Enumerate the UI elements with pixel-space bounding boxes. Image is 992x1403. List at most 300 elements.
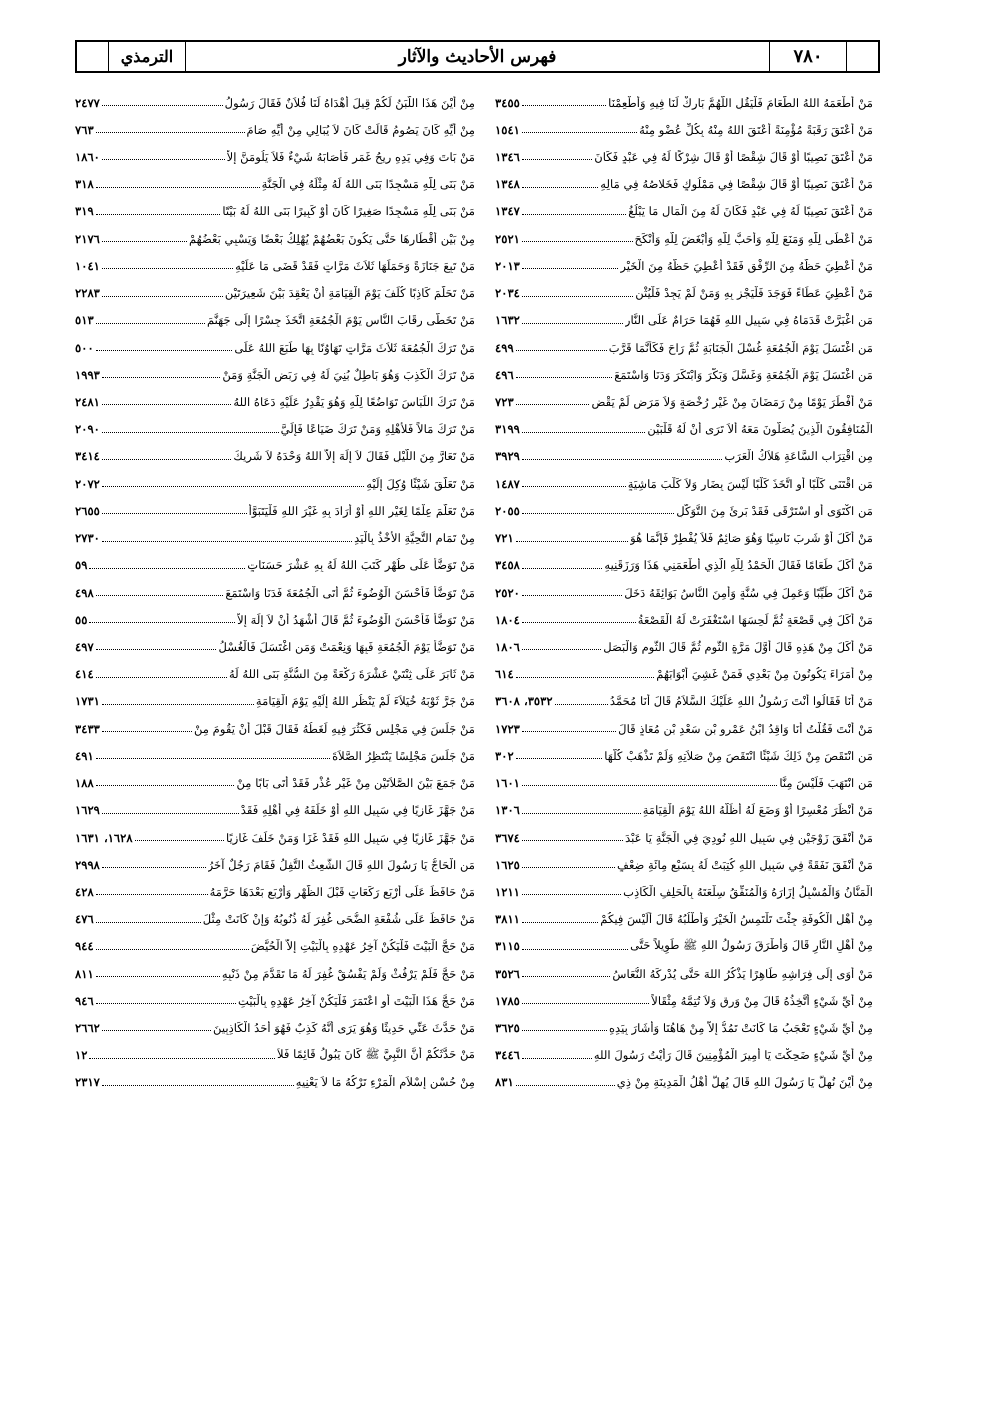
entry-text: مَنْ تَرَكَ مَالاً فَلأَهْلِهِ وَمَنْ تَرَكَ ضَيَاعًا فَإِلَيَّ — [280, 422, 475, 437]
dot-leader — [102, 535, 352, 542]
dot-leader — [522, 834, 623, 841]
entry-reference-number: ١٩٩٣ — [75, 367, 100, 382]
entry-text: مَنْ حَجَّ هَذَا الْبَيْتَ أَوِ اعْتَمَرَ فَلْيَكُنْ آخِرُ عَهْدِهِ بِالْبَيْتِ — [238, 993, 475, 1008]
entry-text: مَنْ أَكَلَ طَيِّبًا وَعَمِلَ فِي سُنَّةٍ وَأَمِنَ النَّاسُ بَوَائِقَهُ دَخَلَ — [624, 585, 873, 600]
entry-text: مَنْ حَدَّثَ عَنِّي حَدِيثًا وَهُوَ يَرَى أَنَّهُ كَذِبٌ فَهُوَ أَحَدُ الْكَاذِبِينَ — [213, 1021, 475, 1036]
entry-text: مَنْ تَحَلَّمَ كَاذِبًا كُلِّفَ يَوْمَ الْقِيَامَةِ أَنْ يَعْقِدَ بَيْنَ شَعِيرَتَيْنِ — [224, 286, 475, 301]
dot-leader — [102, 426, 279, 433]
dot-leader — [516, 344, 607, 351]
entry-text: مِنْ أَيْنَ نُهِلُّ يَا رَسُولَ اللهِ قَالَ يُهِلُّ أَهْلُ الْمَدِينَةِ مِنْ ذِي — [616, 1075, 873, 1090]
index-entry — [495, 143, 873, 170]
index-entry — [495, 1069, 873, 1096]
index-entry — [75, 525, 475, 552]
index-entry — [495, 307, 873, 334]
dot-leader — [96, 752, 330, 759]
dot-leader — [516, 535, 628, 542]
dot-leader — [516, 752, 603, 759]
index-entry — [495, 606, 873, 633]
dot-leader — [102, 235, 187, 242]
entry-text: مَنِ اكْتَوَى أَوِ اسْتَرْقَى فَقَدْ بَرِئَ مِنَ التَّوَكُّلِ — [676, 503, 873, 518]
entry-reference-number: ١٣٤٨ — [495, 177, 520, 192]
entry-text: مَنِ اغْبَرَّتْ قَدَمَاهُ فِي سَبِيلِ اللهِ فَهُمَا حَرَامٌ عَلَى النَّارِ — [624, 313, 873, 328]
entry-reference-number: ٣٥٣٢، ٣٦٠٨ — [495, 694, 553, 709]
dot-leader — [102, 290, 223, 297]
index-entry — [495, 225, 873, 252]
index-entry — [75, 225, 475, 252]
entry-reference-number: ١٨٠٦ — [495, 639, 520, 654]
index-entry — [75, 1014, 475, 1041]
dot-leader — [96, 208, 221, 215]
header-title: فهرس الأحاديث والآثار — [186, 42, 770, 71]
dot-leader — [102, 725, 192, 732]
entry-reference-number: ٢٦٦٢ — [75, 1021, 100, 1036]
dot-leader — [102, 399, 231, 406]
dot-leader — [96, 916, 201, 923]
entry-text: مَنِ انْتَهَبَ فَلَيْسَ مِنَّا — [779, 776, 873, 791]
entry-text: مَنْ جَهَّزَ غَازِيًا فِي سَبِيلِ اللهِ فَقَدْ غَزَا وَمَنْ خَلَفَ غَازِيًا — [225, 830, 475, 845]
entry-text: مَنْ حَافَظَ عَلَى شُفْعَةِ الضُّحَى غُفِرَ لَهُ ذُنُوبُهُ وَإِنْ كَانَتْ مِثْلَ — [202, 912, 475, 927]
entry-reference-number: ٩٤٦ — [75, 993, 94, 1008]
index-entry — [75, 143, 475, 170]
entry-text: مَنْ تَرَكَ اللِّبَاسَ تَوَاضُعًا لِلَّهِ وَهُوَ يَقْدِرُ عَلَيْهِ دَعَاهُ اللهُ — [233, 395, 475, 410]
entry-reference-number: ٤١٤ — [75, 667, 94, 682]
index-entry — [495, 933, 873, 960]
dot-leader — [102, 371, 220, 378]
entry-text: مَنْ أُعْطِيَ حَظَّهُ مِنَ الرِّفْقِ فَقَدْ أُعْطِيَ حَظَّهُ مِنَ الْخَيْرِ — [620, 258, 873, 273]
entry-reference-number: ١٦٠١ — [495, 776, 520, 791]
index-entry — [495, 361, 873, 388]
index-entry — [495, 878, 873, 905]
entry-text: مِنْ أُمَرَاءَ يَكُونُونَ مِنْ بَعْدِي فَمَنْ غَشِيَ أَبْوَابَهُمْ — [656, 667, 873, 682]
dot-leader — [522, 480, 626, 487]
entry-text: مَنْ بَنَى لِلَّهِ مَسْجِدًا بَنَى اللهُ لَهُ مِثْلَهُ فِي الْجَنَّةِ — [261, 177, 475, 192]
entry-text: مِنْ بَيْنِ أَقْطَارِهَا حَتَّى يَكُونَ بَعْضُهُمْ يُهْلِكُ بَعْضًا وَيَسْبِي بَعْضُهُمْ — [188, 231, 475, 246]
dot-leader — [89, 1052, 275, 1059]
index-entry — [75, 252, 475, 279]
index-entry — [495, 797, 873, 824]
entry-reference-number: ١٦٣٢ — [495, 313, 520, 328]
index-entry — [75, 334, 475, 361]
left-column — [75, 89, 475, 1096]
dot-leader — [522, 453, 722, 460]
dot-leader — [102, 507, 247, 514]
dot-leader — [96, 126, 245, 133]
entry-reference-number: ٢٩٩٨ — [75, 857, 100, 872]
index-entry — [495, 633, 873, 660]
entry-reference-number: ٥٥ — [75, 612, 88, 627]
entry-reference-number: ٢٤٨١ — [75, 395, 100, 410]
entry-reference-number: ١٧٣١ — [75, 694, 100, 709]
dot-leader — [516, 371, 613, 378]
entry-reference-number: ٥٠٠ — [75, 340, 94, 355]
index-entry — [75, 1069, 475, 1096]
entry-text: مَنْ حَافَظَ عَلَى أَرْبَعِ رَكَعَاتٍ قَبْلَ الظُّهْرِ وَأَرْبَعٍ بَعْدَهَا حَرَّمَهُ — [209, 884, 475, 899]
index-entry — [75, 552, 475, 579]
entry-text: مَنِ انْتَقَصَ مِنْ ذَلِكَ شَيْئًا انْتَقَصَ مِنْ صَلاَتِهِ وَلَمْ تَذْهَبْ كُلُّهَا — [604, 748, 873, 763]
entry-text: مَنْ ثَابَرَ عَلَى ثِنْتَيْ عَشْرَةَ رَكْعَةً مِنَ السُّنَّةِ بَنَى اللهُ لَهُ — [228, 667, 475, 682]
entry-text: مَنْ أُعْطِيَ عَطَاءً فَوَجَدَ فَلْيَجْزِ بِهِ وَمَنْ لَمْ يَجِدْ فَلْيُثْنِ — [635, 286, 873, 301]
index-entry — [495, 742, 873, 769]
entry-reference-number: ١٤٨٧ — [495, 476, 520, 491]
dot-leader — [522, 1052, 592, 1059]
entry-reference-number: ١٨٨ — [75, 776, 94, 791]
entry-reference-number: ٨١١ — [75, 966, 94, 981]
index-entry — [75, 497, 475, 524]
index-entry — [75, 715, 475, 742]
entry-text: مَنْ أَعْطَى لِلَّهِ وَمَنَعَ لِلَّهِ وَأَحَبَّ لِلَّهِ وَأَبْغَضَ لِلَّهِ وَأَنْكَحَ — [634, 231, 873, 246]
entry-reference-number: ٣٤٥٥ — [495, 95, 520, 110]
entry-reference-number: ٢٠١٣ — [495, 258, 520, 273]
entry-text: مَنْ تَعَلَّقَ شَيْئًا وُكِلَ إِلَيْهِ — [366, 476, 475, 491]
index-entry — [495, 470, 873, 497]
index-entry — [75, 824, 475, 851]
entry-reference-number: ١٠٤١ — [75, 258, 100, 273]
index-entry — [495, 824, 873, 851]
dot-leader — [96, 780, 235, 787]
entry-reference-number: ٢٠٩٠ — [75, 422, 100, 437]
entry-text: مَنْ أَكَلَ طَعَامًا فَقَالَ الْحَمْدُ لِلَّهِ الَّذِي أَطْعَمَنِي هَذَا وَرَزَقَنِيهِ — [604, 558, 873, 573]
dot-leader — [522, 943, 628, 950]
entry-reference-number: ٢٥٢١ — [495, 231, 520, 246]
page-number: ٧٨٠ — [770, 42, 847, 71]
entry-reference-number: ١٧٢٣ — [495, 721, 520, 736]
dot-leader — [522, 507, 674, 514]
entry-text: مَنْ أَنْفَقَ نَفَقَةً فِي سَبِيلِ اللهِ كُتِبَتْ لَهُ بِسَبْعِ مِائَةِ ضِعْفٍ — [616, 857, 873, 872]
entry-reference-number: ٣٤٥٨ — [495, 558, 520, 573]
entry-reference-number: ٢٥٢٠ — [495, 585, 520, 600]
dot-leader — [522, 317, 623, 324]
entry-reference-number: ٢٠٧٢ — [75, 476, 100, 491]
entry-text: مَنْ تَوَضَّأَ فَأَحْسَنَ الْوُضُوءَ ثُمَّ أَتَى الْجُمُعَةَ فَدَنَا وَاسْتَمَعَ — [225, 585, 475, 600]
index-entry — [495, 497, 873, 524]
entry-text: مَنْ تَعَارَّ مِنَ اللَّيْلِ فَقَالَ لاَ إِلَهَ إِلاَّ اللهُ وَحْدَهُ لاَ شَرِيكَ — [233, 449, 475, 464]
dot-leader — [102, 698, 254, 705]
entry-text: مَنْ بَاتَ وَفِي يَدِهِ رِيحُ غَمَرٍ فَأَصَابَهُ شَيْءٌ فَلاَ يَلُومَنَّ إِلاَّ — [226, 150, 475, 165]
dot-leader — [522, 861, 615, 868]
entry-text: مَنْ أَنَا فَقَالُوا أَنْتَ رَسُولُ اللهِ عَلَيْكَ السَّلاَمُ قَالَ أَنَا مُحَمَّدُ — [609, 694, 873, 709]
index-entry — [75, 688, 475, 715]
entry-reference-number: ٤٩٩ — [495, 340, 514, 355]
index-entry — [75, 388, 475, 415]
dot-leader — [102, 154, 225, 161]
index-entry — [495, 1042, 873, 1069]
dot-leader — [555, 698, 608, 705]
entry-reference-number: ١٦٢٥ — [495, 857, 520, 872]
index-entry — [495, 579, 873, 606]
dot-leader — [102, 99, 223, 106]
entry-reference-number: ٤٩٦ — [495, 367, 514, 382]
entry-text: مَنْ أَكَلَ أَوْ شَرِبَ نَاسِيًا وَهُوَ صَائِمٌ فَلاَ يُفْطِرْ فَإِنَّمَا هُوَ — [630, 531, 873, 546]
entry-text: مَنْ تَوَضَّأَ يَوْمَ الْجُمُعَةِ فَبِهَا وَنِعْمَتْ وَمَنِ اغْتَسَلَ فَالْغُسْلُ — [218, 639, 475, 654]
entry-text: مَنْ أَعْتَقَ نَصِيبًا أَوْ قَالَ شِقْصًا فِي مَمْلُوكٍ فَخَلاصُهُ فِي مَالِهِ — [600, 177, 873, 192]
entry-reference-number: ٣٤٣٣ — [75, 721, 100, 736]
entry-reference-number: ٣٩٢٩ — [495, 449, 520, 464]
dot-leader — [522, 916, 598, 923]
dot-leader — [96, 889, 208, 896]
dot-leader — [96, 344, 233, 351]
index-entry — [75, 116, 475, 143]
entry-reference-number: ٥٩ — [75, 558, 88, 573]
entry-reference-number: ٢٢٨٣ — [75, 286, 100, 301]
entry-text: مَنْ تَخَطَّى رِقَابَ النَّاسِ يَوْمَ الْجُمُعَةِ اتَّخَذَ جِسْرًا إِلَى جَهَنَّمَ — [206, 313, 475, 328]
dot-leader — [102, 807, 239, 814]
dot-leader — [516, 1079, 615, 1086]
entry-reference-number: ٤٧٦ — [75, 912, 94, 927]
index-entry — [495, 116, 873, 143]
dot-leader — [102, 263, 233, 270]
dot-leader — [522, 1025, 607, 1032]
dot-leader — [89, 616, 235, 623]
entry-reference-number: ٣٦٧٤ — [495, 830, 520, 845]
entry-text: مَنْ أَكَلَ فِي قَصْعَةٍ ثُمَّ لَحِسَهَا اسْتَغْفَرَتْ لَهُ الْقَصْعَةُ — [637, 612, 873, 627]
dot-leader — [522, 644, 601, 651]
dot-leader — [522, 99, 606, 106]
dot-leader — [102, 1025, 211, 1032]
index-entry — [495, 416, 873, 443]
dot-leader — [522, 616, 636, 623]
entry-text: مَنْ أَنْظَرَ مُعْسِرًا أَوْ وَضَعَ لَهُ أَظَلَّهُ اللهُ يَوْمَ الْقِيَامَةِ — [642, 803, 873, 818]
index-entry — [75, 878, 475, 905]
index-entry — [75, 1042, 475, 1069]
entry-text: مَنِ اقْتَنَى كَلْبًا أَوِ اتَّخَذَ كَلْبًا لَيْسَ بِضَارٍ وَلاَ كَلْبَ مَاشِيَةٍ — [627, 476, 873, 491]
entry-reference-number: ٢٧٣٠ — [75, 531, 100, 546]
index-entry — [495, 252, 873, 279]
entry-text: مِنْ أَهْلِ النَّارِ قَالَ وَأَطْرَقَ رَسُولُ اللهِ ﷺ طَوِيلاً حَتَّى — [630, 937, 873, 952]
index-entry — [75, 906, 475, 933]
dot-leader — [102, 1079, 294, 1086]
dot-leader — [96, 317, 205, 324]
dot-leader — [96, 671, 227, 678]
entry-text: مَنْ جَهَّزَ غَازِيًا فِي سَبِيلِ اللهِ أَوْ خَلَفَهُ فِي أَهْلِهِ فَقَدْ — [240, 803, 475, 818]
entry-reference-number: ٣٤٤٦ — [495, 1048, 520, 1063]
dot-leader — [522, 208, 626, 215]
index-entry — [75, 933, 475, 960]
entry-text: مَنْ تَبِعَ جَنَازَةً وَحَمَلَهَا ثَلاَثَ مَرَّاتٍ فَقَدْ قَضَى مَا عَلَيْهِ — [235, 258, 475, 273]
entry-text: مَنْ بَنَى لِلَّهِ مَسْجِدًا صَغِيرًا كَانَ أَوْ كَبِيرًا بَنَى اللهُ لَهُ بَيْتًا — [222, 204, 475, 219]
dot-leader — [96, 970, 220, 977]
entry-reference-number: ٣١١٥ — [495, 939, 520, 954]
entry-text: مِنِ اقْتِرَابِ السَّاعَةِ هَلاَكُ الْعَرَبِ — [724, 449, 873, 464]
header-empty-cell-right — [847, 42, 878, 71]
index-entry — [495, 987, 873, 1014]
dot-leader — [89, 562, 245, 569]
entry-text: مَنْ حَجَّ فَلَمْ يَرْفُثْ وَلَمْ يَفْسُقْ غُفِرَ لَهُ مَا تَقَدَّمَ مِنْ ذَنْبِهِ — [221, 966, 475, 981]
index-entry — [495, 769, 873, 796]
entry-text: مَنْ أَعْتَقَ نَصِيبًا لَهُ فِي عَبْدٍ فَكَانَ لَهُ مِنَ الْمَالِ مَا يَبْلُغُ — [628, 204, 873, 219]
entry-text: مِنْ أَيْنَ هَذَا اللَّبَنُ لَكُمْ قِيلَ أَهْدَاهُ لَنَا فُلاَنٌ فَقَالَ رَسُولُ — [224, 95, 475, 110]
dot-leader — [522, 290, 633, 297]
entry-text: مِنْ أَيِّ شَيْءٍ أَتَّخِذُهُ قَالَ مِنْ وَرِقٍ وَلاَ تُتِمَّهُ مِثْقَالاً — [651, 993, 873, 1008]
entry-reference-number: ١٥٤١ — [495, 122, 520, 137]
right-column — [495, 89, 873, 1096]
entry-reference-number: ٤٩٨ — [75, 585, 94, 600]
entry-text: مَنْ حَجَّ الْبَيْتَ فَلْيَكُنْ آخِرُ عَهْدِهِ بِالْبَيْتِ إِلاَّ الْحُيَّضَ — [250, 939, 475, 954]
entry-text: الْمَنَّانُ وَالْمُسْبِلُ إِزَارَهُ وَالْمُنَفِّقُ سِلْعَتَهُ بِالْحَلِفِ الْكَاذِبِ — [623, 884, 873, 899]
header-source: الترمذي — [109, 42, 186, 71]
entry-text: مِنْ أَيِّ شَيْءٍ ضَحِكْتَ يَا أَمِيرَ الْمُؤْمِنِينَ قَالَ رَأَيْتُ رَسُولَ اللهِ — [593, 1048, 873, 1063]
index-entry — [495, 280, 873, 307]
dot-leader — [522, 562, 602, 569]
dot-leader — [522, 807, 641, 814]
dot-leader — [96, 644, 217, 651]
entry-reference-number: ٦١٤ — [495, 667, 514, 682]
index-entry — [495, 525, 873, 552]
entry-reference-number: ٢١٧٦ — [75, 231, 100, 246]
dot-leader — [522, 154, 592, 161]
dot-leader — [522, 426, 645, 433]
entry-text: مَنْ تَرَكَ الْجُمُعَةَ ثَلاَثَ مَرَّاتٍ تَهَاوُنًا بِهَا طَبَعَ اللهُ عَلَى — [234, 340, 475, 355]
entry-text: مَنْ أَعْتَقَ رَقَبَةً مُؤْمِنَةً أَعْتَقَ اللهُ مِنْهُ بِكُلِّ عُضْوٍ مِنْهُ — [639, 122, 873, 137]
entry-reference-number: ٤٢٨ — [75, 884, 94, 899]
entry-reference-number: ٣٠٢ — [495, 748, 514, 763]
entry-text: مَنْ أَفْطَرَ يَوْمًا مِنْ رَمَضَانَ مِنْ غَيْرِ رُخْصَةٍ وَلاَ مَرَضٍ لَمْ يَقْضِ — [591, 395, 873, 410]
dot-leader — [522, 889, 621, 896]
dot-leader — [522, 589, 622, 596]
entry-reference-number: ١٨٦٠ — [75, 150, 100, 165]
entry-reference-number: ١٧٨٥ — [495, 993, 520, 1008]
dot-leader — [96, 997, 236, 1004]
dot-leader — [522, 970, 610, 977]
entry-reference-number: ٢٤٧٧ — [75, 95, 100, 110]
entry-text: مَنْ جَلَسَ مَجْلِسًا يَنْتَظِرُ الصَّلاَةَ — [332, 748, 475, 763]
entry-text: مَنْ جَرَّ ثَوْبَهُ خُيَلاَءَ لَمْ يَنْظُرِ اللهُ إِلَيْهِ يَوْمَ الْقِيَامَةِ — [255, 694, 475, 709]
dot-leader — [102, 453, 231, 460]
entry-text: مَنْ أَنْفَقَ زَوْجَيْنِ فِي سَبِيلِ اللهِ نُودِيَ فِي الْجَنَّةِ يَا عَبْدَ — [625, 830, 873, 845]
entry-text: مَنْ تَرَكَ الْكَذِبَ وَهُوَ بَاطِلٌ بُنِيَ لَهُ فِي رَبَضِ الْجَنَّةِ وَمَنْ — [222, 367, 475, 382]
entry-reference-number: ٢٠٥٥ — [495, 503, 520, 518]
entry-text: مَنْ تَعَلَّمَ عِلْمًا لِغَيْرِ اللهِ أَوْ أَرَادَ بِهِ غَيْرَ اللهِ فَلْيَتَبَوَّأْ — [248, 503, 475, 518]
entry-reference-number: ٤٩١ — [75, 748, 94, 763]
entry-reference-number: ٣١٩٩ — [495, 422, 520, 437]
index-entry — [75, 470, 475, 497]
index-entry — [495, 960, 873, 987]
index-entry — [75, 307, 475, 334]
entry-text: مَنْ أَطْعَمَهُ اللهُ الطَّعَامَ فَلْيَقُلِ اللَّهُمَّ بَارِكْ لَنَا فِيهِ وَأَطْعِمْنَا — [608, 95, 873, 110]
index-entry — [495, 715, 873, 742]
entry-text: مِنْ حُسْنِ إِسْلاَمِ الْمَرْءِ تَرْكُهُ مَا لاَ يَعْنِيهِ — [295, 1075, 475, 1090]
index-entry — [75, 416, 475, 443]
entry-reference-number: ٩٤٤ — [75, 939, 94, 954]
entry-reference-number: ١٣٤٦ — [495, 150, 520, 165]
dot-leader — [522, 725, 616, 732]
dot-leader — [96, 589, 224, 596]
entry-text: مَنْ أَكَلَ مِنْ هَذِهِ قَالَ أَوَّلَ مَرَّةٍ الثُّومِ ثُمَّ قَالَ الثُّومِ وَالْبَصَلِ — [603, 639, 873, 654]
index-entry — [495, 89, 873, 116]
index-entry — [75, 89, 475, 116]
entry-text: الْمُنَافِقُونَ الَّذِينَ يُصَلُّونَ مَعَهُ أَلاَ تَرَى أَنْ لَهُ قَلْبَيْنِ — [647, 422, 873, 437]
entry-text: مَنْ جَمَعَ بَيْنَ الصَّلاَتَيْنِ مِنْ غَيْرِ عُذْرٍ فَقَدْ أَتَى بَابًا مِنْ — [236, 776, 475, 791]
index-entry — [75, 579, 475, 606]
index-entry — [75, 987, 475, 1014]
index-entry — [75, 661, 475, 688]
entry-text: مِنْ أَيِّهِ كَانَ يَصُومُ قَالَتْ كَانَ لاَ يُبَالِي مِنْ أَيِّهِ صَامَ — [246, 122, 475, 137]
index-entry — [495, 388, 873, 415]
dot-leader — [522, 181, 598, 188]
entry-text: مَنْ أَوَى إِلَى فِرَاشِهِ طَاهِرًا يَذْكُرُ اللهَ حَتَّى يُدْرِكَهُ النُّعَاسُ — [612, 966, 873, 981]
entry-text: مَنِ الْحَاجُّ يَا رَسُولَ اللهِ قَالَ الشَّعِثُ التَّفِلُ فَقَامَ رَجُلٌ آخَرُ — [207, 857, 475, 872]
entry-reference-number: ٢٦٥٥ — [75, 503, 100, 518]
entry-reference-number: ٥١٣ — [75, 313, 94, 328]
dot-leader — [516, 399, 590, 406]
dot-leader — [102, 480, 364, 487]
entry-reference-number: ٤٩٧ — [75, 639, 94, 654]
dot-leader — [102, 861, 206, 868]
entry-reference-number: ٧٢١ — [495, 531, 514, 546]
page-header — [75, 40, 880, 73]
index-entry — [495, 688, 873, 715]
entry-text: مَنْ تَوَضَّأَ فَأَحْسَنَ الْوُضُوءَ ثُمَّ قَالَ أَشْهَدُ أَنْ لاَ إِلَهَ إِلاَّ — [237, 612, 475, 627]
entry-reference-number: ٧٦٣ — [75, 122, 94, 137]
index-entry — [495, 334, 873, 361]
entry-text: مَنْ حَدَّثَكُمْ أَنَّ النَّبِيَّ ﷺ كَانَ يَبُولُ قَائِمًا فَلاَ — [277, 1046, 475, 1061]
index-entry — [495, 171, 873, 198]
entry-text: مَنِ اغْتَسَلَ يَوْمَ الْجُمُعَةِ غُسْلَ الْجَنَابَةِ ثُمَّ رَاحَ فَكَأَنَّمَا قَرَّبَ — [608, 340, 873, 355]
index-entry — [495, 906, 873, 933]
entry-reference-number: ٢٠٣٤ — [495, 286, 520, 301]
index-entry — [75, 797, 475, 824]
entry-reference-number: ٣٤١٤ — [75, 449, 100, 464]
entry-reference-number: ٢٣١٧ — [75, 1075, 100, 1090]
entry-text: مَنْ تَوَضَّأَ عَلَى طُهْرٍ كَتَبَ اللهُ لَهُ بِهِ عَشْرَ حَسَنَاتٍ — [247, 558, 475, 573]
entry-text: مِنْ تَمَامِ التَّحِيَّةِ الأَخْذُ بِالْيَدِ — [354, 531, 475, 546]
entry-reference-number: ١٦٢٩ — [75, 803, 100, 818]
entry-reference-number: ٣٨١١ — [495, 912, 520, 927]
dot-leader — [522, 126, 637, 133]
entry-reference-number: ١٣٠٦ — [495, 803, 520, 818]
entry-text: مِنْ أَهْلِ الْكُوفَةِ جِئْتَ تَلْتَمِسُ الْخَيْرَ وَأَطْلُبُهُ قَالَ أَلَيْسَ فِيكُمْ — [600, 912, 873, 927]
index-entry — [75, 960, 475, 987]
entry-text: مَنْ جَلَسَ فِي مَجْلِسٍ فَكَثُرَ فِيهِ لَغَطُهُ فَقَالَ قَبْلَ أَنْ يَقُومَ مِنْ — [193, 721, 475, 736]
index-entry — [75, 361, 475, 388]
index-entry — [75, 769, 475, 796]
dot-leader — [96, 943, 249, 950]
index-entry — [495, 1014, 873, 1041]
index-entry — [495, 661, 873, 688]
entry-reference-number: ٣١٨ — [75, 177, 94, 192]
index-entry — [495, 198, 873, 225]
dot-leader — [522, 997, 649, 1004]
entry-reference-number: ١٨٠٤ — [495, 612, 520, 627]
entry-reference-number: ١٢ — [75, 1048, 88, 1063]
entry-reference-number: ٣١٩ — [75, 204, 94, 219]
index-entry — [75, 606, 475, 633]
dot-leader — [522, 235, 633, 242]
index-entry — [495, 851, 873, 878]
dot-leader — [516, 671, 655, 678]
header-empty-cell-left — [77, 42, 109, 71]
index-entry — [75, 633, 475, 660]
entry-reference-number: ١٣٤٧ — [495, 204, 520, 219]
index-entry — [75, 851, 475, 878]
entry-reference-number: ٨٣١ — [495, 1075, 514, 1090]
entry-reference-number: ١٦٢٨، ١٦٣١ — [75, 830, 133, 845]
entry-reference-number: ٣٦٢٥ — [495, 1021, 520, 1036]
entry-text: مِنْ أَيِّ شَيْءٍ تَعْجَبُ مَا كَانَتْ تَمُدُّ إِلاَّ مِنْ هَاهُنَا وَأَشَارَ بِيَدِهِ — [608, 1021, 873, 1036]
index-entry — [75, 280, 475, 307]
index-entry — [495, 552, 873, 579]
index-entry — [75, 443, 475, 470]
index-entry — [75, 742, 475, 769]
dot-leader — [96, 181, 260, 188]
entry-reference-number: ١٢١١ — [495, 884, 520, 899]
index-entry — [75, 198, 475, 225]
entry-reference-number: ٧٢٣ — [495, 395, 514, 410]
dot-leader — [135, 834, 224, 841]
entry-reference-number: ٣٥٢٦ — [495, 966, 520, 981]
index-entry — [495, 443, 873, 470]
index-entry — [75, 171, 475, 198]
dot-leader — [522, 263, 618, 270]
